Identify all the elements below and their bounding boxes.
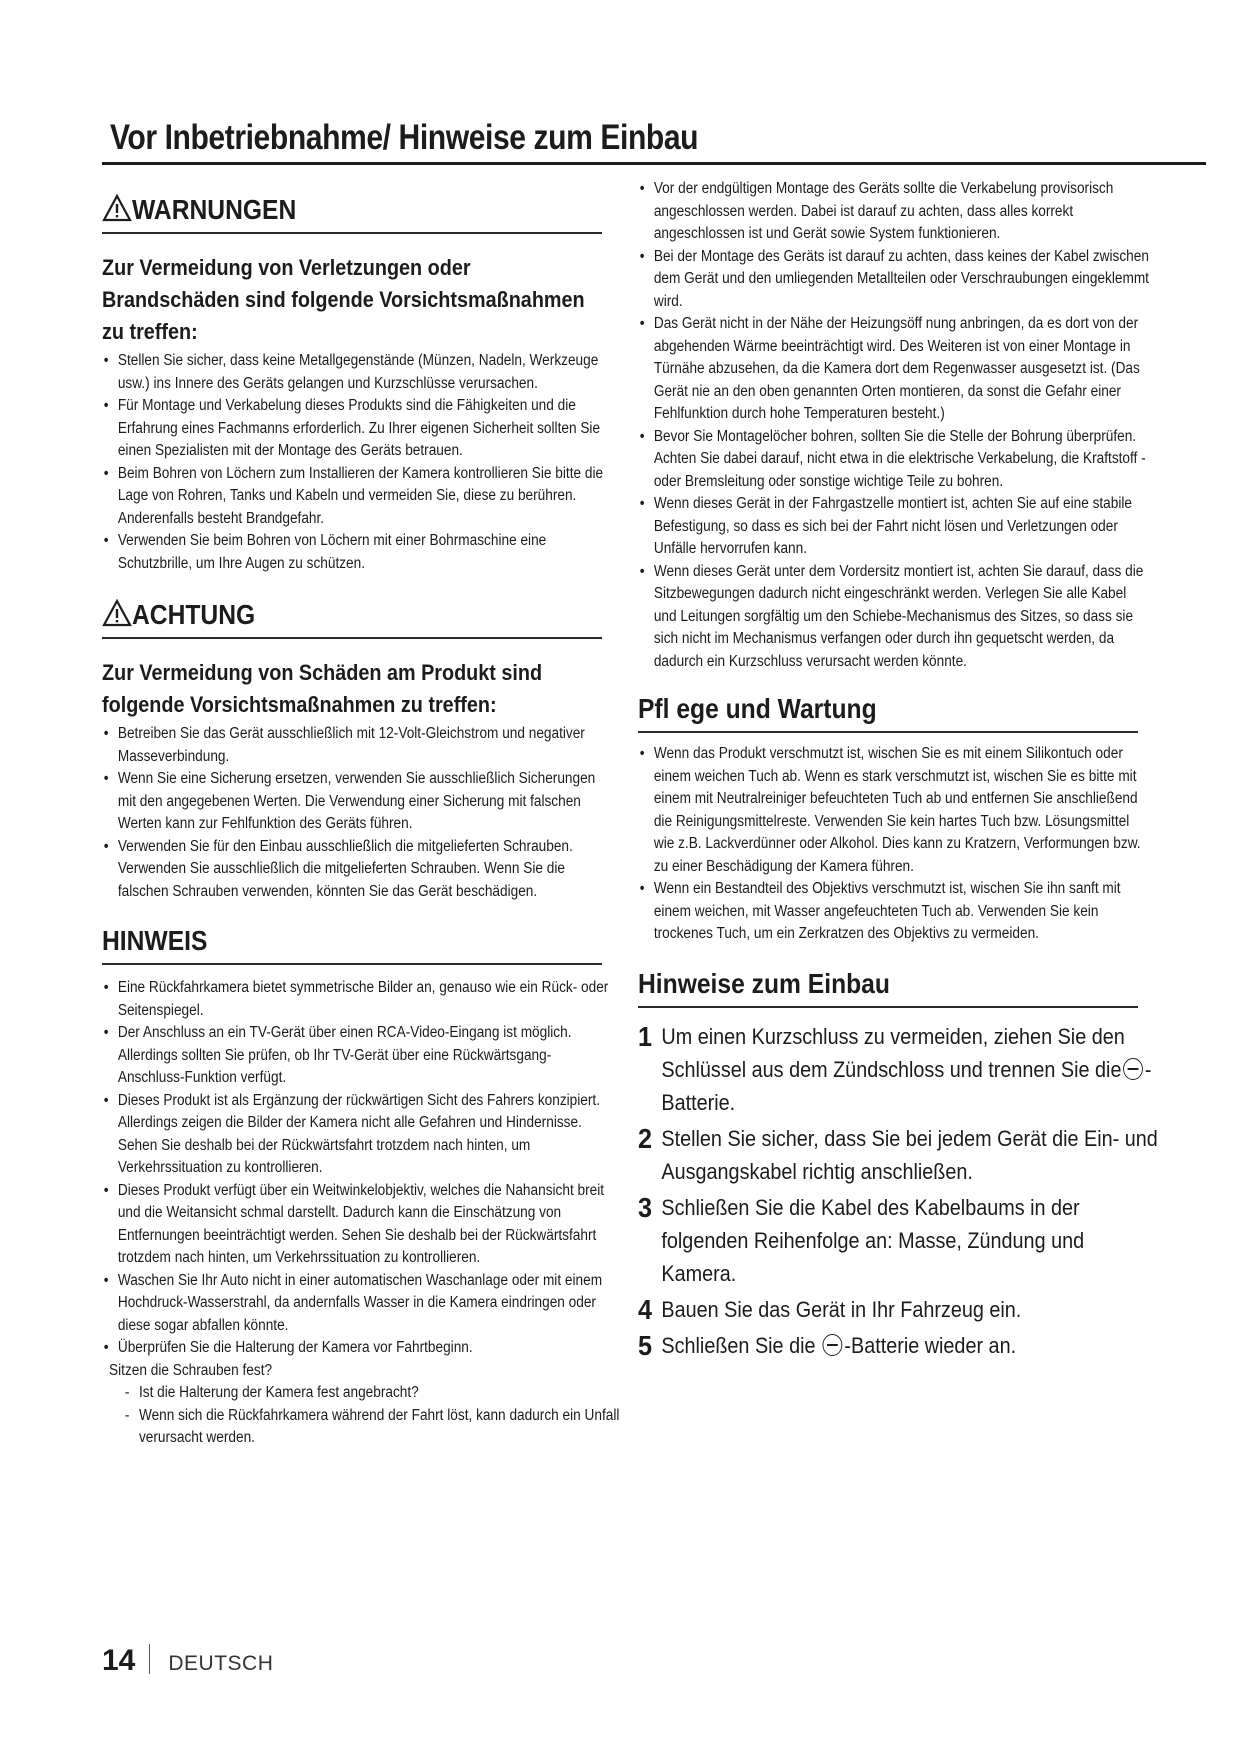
list-item: • Der Anschluss an ein TV-Gerät über einen RCA-Video-Eingang ist möglich. Allerdings sollten Sie prüfen, ob Ihr TV-Gerät über eine Rückwärtsgang-Anschluss-Funktion verfügt. (102, 1022, 615, 1090)
footer-language: DEUTSCH (168, 1652, 274, 1675)
list-item: • Vor der endgültigen Montage des Geräts sollte die Verkabelung provisorisch angeschlossen werden. Dabei ist darauf zu achten, dass alles korrekt angeschlossen ist und Gerät sowie System funktionieren. (638, 178, 1151, 246)
montage-list (638, 178, 1149, 673)
list-item: • Überprüfen Sie die Halterung der Kamera vor Fahrtbeginn. (102, 1337, 615, 1360)
list-item: • Bei der Montage des Geräts ist darauf zu achten, dass keines der Kabel zwischen dem Gerät und den umliegenden Metallteilen oder Verschraubungen eingeklemmt wird. (638, 246, 1151, 314)
list-item: • Bevor Sie Montagelöcher bohren, sollten Sie die Stelle der Bohrung überprüfen. Achten Sie dabei darauf, nicht etwa in die elektrische Verkabelung, die Kraftstoff - oder Bremsleitung oder sonstige wichtige Teile zu bohren. (638, 426, 1151, 494)
list-item: • Dieses Produkt verfügt über ein Weitwinkelobjektiv, welches die Nahansicht breit und die Weitansicht schmal darstellt. Dadurch kann die Einschätzung von Entfernungen beeinträchtigt werden. Sehen Sie deshalb bei der Rückwärtsfahrt trotzdem nach hinten, um Verkehrssituation zu kontrollieren. (102, 1180, 615, 1270)
page-number: 14 (102, 1644, 136, 1677)
left-column (102, 178, 620, 1450)
list-item: • Für Montage und Verkabelung dieses Produkts sind die Fähigkeiten und die Erfahrung eines Fachmanns erforderlich. Zu Ihrer eigenen Sicherheit sollten Sie einen Spezialisten mit der Montage des Geräts betrauen. (102, 395, 615, 463)
list-item: • Stellen Sie sicher, dass keine Metallgegenstände (Münzen, Nadeln, Werkzeuge usw.) ins Innere des Geräts gelangen und Kurzschlüsse verursachen. (102, 350, 615, 395)
step-number: 1 (638, 1020, 653, 1052)
warning-triangle-icon (102, 599, 132, 627)
hinweis-heading: HINWEIS (102, 921, 602, 965)
achtung-subheading: Zur Vermeidung von Schäden am Produkt sind folgende Vorsichtsmaßnahmen zu treffen: (102, 660, 543, 717)
hinweis-extra-line: Sitzen die Schrauben fest? (109, 1361, 273, 1379)
minus-battery-icon (1123, 1058, 1143, 1080)
warnungen-heading: WARNUNGEN (102, 190, 602, 234)
list-item: • Wenn das Produkt verschmutzt ist, wischen Sie es mit einem Silikontuch oder einem weichen Tuch ab. Wenn es stark verschmutzt ist, wischen Sie es bitte mit einem mit Neutralreiniger befeuchteten Tuch ab und entfernen Sie anschließend die Reinigungsmittelreste. Verwenden Sie kein hartes Tuch bzw. Lösungsmittel wie z.B. Lackverdünner oder Alkohol. Dies kann zu Kratzern, Verformungen bzw. zu einer Beschädigung der Kamera führen. (638, 743, 1151, 878)
list-item: • Betreiben Sie das Gerät ausschließlich mit 12-Volt-Gleichstrom und negativer Masseverbindung. (102, 723, 615, 768)
step-number: 5 (638, 1329, 653, 1361)
warning-triangle-icon (102, 194, 132, 222)
hinweis-list (102, 977, 609, 1360)
achtung-heading: ACHTUNG (102, 595, 602, 639)
dash-item: - Wenn sich die Rückfahrkamera während der Fahrt löst, kann dadurch ein Unfall verursacht werden. (124, 1406, 620, 1446)
page-footer (102, 1644, 273, 1678)
step-item: 5 Schließen Sie die -Batterie wieder an. (638, 1329, 1017, 1361)
list-item: • Das Gerät nicht in der Nähe der Heizungsöff nung anbringen, da es dort von der abgehenden Wärme beeinträchtigt wird. Des Weiteren ist von einer Montage in Türnähe abzusehen, da die Kamera dort dem Regenwasser ausgesetzt ist. (Das Gerät nie an den oben genannten Orten montieren, da sonst die Gefahr einer Fehlfunktion durch hohe Temperaturen besteht.) (638, 313, 1151, 426)
list-item: • Wenn ein Bestandteil des Objektivs verschmutzt ist, wischen Sie ihn sanft mit einem weichen, mit Wasser angefeuchteten Tuch ab. Verwenden Sie kein trockenes Tuch, um ein Zerkratzen des Objektivs zu vermeiden. (638, 878, 1151, 946)
list-item: • Verwenden Sie beim Bohren von Löchern mit einer Bohrmaschine eine Schutzbrille, um Ihre Augen zu schützen. (102, 530, 615, 575)
pflege-list (638, 743, 1141, 946)
page-title: Vor Inbetriebnahme/ Hinweise zum Einbau (110, 118, 699, 157)
list-item: • Wenn Sie eine Sicherung ersetzen, verwenden Sie ausschließlich Sicherungen mit den angegebenen Werten. Die Verwendung einer Sicherung mit falschen Werten kann zur Fehlfunktion des Geräts führen. (102, 768, 615, 836)
list-item: • Waschen Sie Ihr Auto nicht in einer automatischen Waschanlage oder mit einem Hochdruck-Wasserstrahl, da andernfalls Wasser in die Kamera eindringen oder diese sogar abfallen könnte. (102, 1270, 615, 1338)
list-item: • Verwenden Sie für den Einbau ausschließlich die mitgelieferten Schrauben. Verwenden Sie ausschließlich die mitgelieferten Schrauben. Wenn Sie die falschen Schrauben verwenden, könnten Sie das Gerät beschädigen. (102, 836, 615, 904)
title-rule (102, 162, 1206, 165)
list-item: • Beim Bohren von Löchern zum Installieren der Kamera kontrollieren Sie bitte die Lage von Rohren, Tanks und Kabeln und vermeiden Sie, diese zu berühren. Anderenfalls besteht Brandgefahr. (102, 463, 615, 531)
dash-item: - Ist die Halterung der Kamera fest angebracht? (124, 1384, 419, 1401)
step-item: 4 Bauen Sie das Gerät in Ihr Fahrzeug ein. (638, 1293, 1022, 1325)
footer-divider (149, 1644, 150, 1674)
step-number: 3 (638, 1191, 653, 1223)
einbau-steps (638, 1020, 1158, 1362)
pflege-heading: Pfl ege und Wartung (638, 689, 1138, 733)
step-item: 2 Stellen Sie sicher, dass Sie bei jedem Gerät die Ein- und Ausgangskabel richtig anschließen. (638, 1122, 1158, 1184)
list-item: • Wenn dieses Gerät in der Fahrgastzelle montiert ist, achten Sie auf eine stabile Befestigung, so dass es sich bei der Fahrt nicht lösen und Verletzungen oder Unfälle hervorrufen kann. (638, 493, 1151, 561)
achtung-list (102, 723, 602, 903)
list-item: • Dieses Produkt ist als Ergänzung der rückwärtigen Sicht des Fahrers konzipiert. Allerdings zeigen die Bilder der Kamera nicht alle Gefahren und Hindernisse. Sehen Sie deshalb bei der Rückwärtsfahrt trotzdem nach hinten, um Verkehrssituation zu kontrollieren. (102, 1090, 615, 1180)
list-item: • Wenn dieses Gerät unter dem Vordersitz montiert ist, achten Sie darauf, dass die Sitzbewegungen dadurch nicht eingeschränkt werden. Verlegen Sie alle Kabel und Leitungen sorgfältig um den Schiebe-Mechanismus des Sitzes, so dass sie sich nicht im Mechanismus verfangen oder durch ihn gequetscht werden, da dadurch ein Kurzschluss verursacht werden könnte. (638, 561, 1151, 674)
warnungen-list (102, 350, 602, 575)
warnungen-subheading: Zur Vermeidung von Verletzungen oder Brandschäden sind folgende Vorsichtsmaßnahmen zu treffen: (102, 255, 585, 344)
step-item: 1 Um einen Kurzschluss zu vermeiden, ziehen Sie den Schlüssel aus dem Zündschloss und trennen Sie die -Batterie. (638, 1020, 1152, 1115)
step-number: 2 (638, 1122, 653, 1154)
step-item: 3 Schließen Sie die Kabel des Kabelbaums in der folgenden Reihenfolge an: Masse, Zündung und Kamera. (638, 1191, 1085, 1286)
minus-battery-icon (823, 1334, 843, 1356)
right-column (638, 178, 1158, 1365)
einbau-heading: Hinweise zum Einbau (638, 964, 1138, 1008)
step-number: 4 (638, 1293, 653, 1325)
list-item: • Eine Rückfahrkamera bietet symmetrische Bilder an, genauso wie ein Rück- oder Seitenspiegel. (102, 977, 615, 1022)
